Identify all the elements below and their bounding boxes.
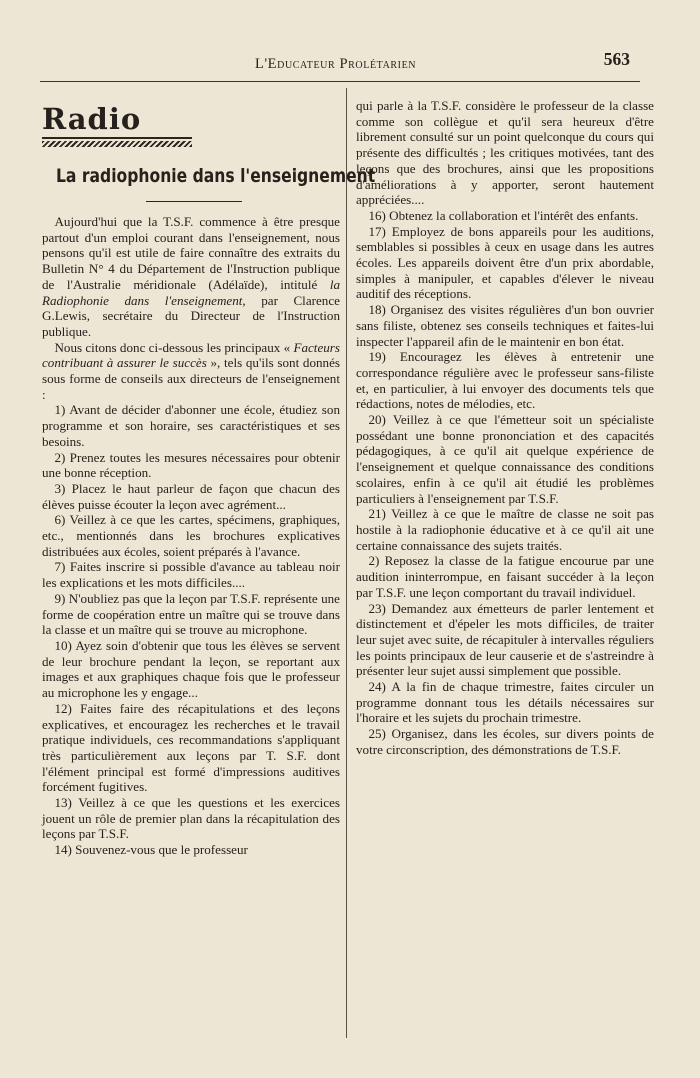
paragraph: 7) Faites inscrire si possible d'avance au tableau noir les explications et les mots difficiles.... (42, 559, 340, 591)
paragraph: 9) N'oubliez pas que la leçon par T.S.F. représente une forme de coopération entre un maître qui se trouve dans la classe et un maître qui se trouve au microphone. (42, 590, 340, 638)
paragraph: 2) Prenez toutes les mesures nécessaires pour obtenir une bonne réception. (42, 449, 340, 481)
running-title: L'Educateur Prolétarien (255, 56, 417, 72)
paragraph: 10) Ayez soin d'obtenir que tous les élèves se servent de leur brochure pendant la leçon, se reportant aux images et aux graphiques chaque fois que le professeur au microphone les y engage... (42, 637, 340, 701)
right-column (356, 98, 654, 758)
paragraph: 20) Veillez à ce que l'émetteur soit un spécialiste possédant une bonne prononciation et des capacités pédagogiques, à ce qu'il ait quelque expérience de l'enseignement et quelque connaissance des conditions scolaires, enfin à ce qu'il ait étudié les problèmes particuliers à l'enseignement par T.S.F. (356, 412, 654, 506)
paragraph: 3) Placez le haut parleur de façon que chacun des élèves puisse écouter la leçon avec agrément... (42, 480, 340, 512)
paragraph: 12) Faites faire des récapitulations et des leçons explicatives, et encouragez les recherches et le travail pratique individuels, ces recommandations s'appliquant très particulièrement aux leçons par T. S.F. dont l'élément principal est formé d'impressions auditives forcément fugitives. (42, 700, 340, 795)
paragraph: 17) Employez de bons appareils pour les auditions, semblables si possibles à ceux en usage dans les autres écoles. Les appareils doivent être d'un prix abordable, simples à manipuler, et capables d'élever le niveau auditif des réceptions. (356, 223, 654, 302)
paragraph: 18) Organisez des visites régulières d'un bon ouvrier sans filiste, obtenez ses conseils techniques et faites-lui inspecter l'appareil afin de le maintenir en bon état. (356, 302, 654, 349)
paragraph: 25) Organisez, dans les écoles, sur divers points de votre circonscription, des démonstrations de T.S.F. (356, 726, 654, 757)
paragraph: 14) Souvenez-vous que le professeur (54, 842, 248, 858)
running-header (40, 49, 640, 82)
paragraph: 16) Obtenez la collaboration et l'intérêt des enfants. (368, 207, 639, 223)
paragraph: 1) Avant de décider d'abonner une école, étudiez son programme et son horaire, ses caractéristiques et ses besoins. (42, 402, 340, 449)
paragraph: 23) Demandez aux émetteurs de parler lentement et distinctement et d'épeler les mots difficiles, de traiter leur sujet avec suite, de récapituler à intervalles réguliers les points principaux de leur causerie et de s'astreindre à présenter leur sujet aussi simplement que possible. (356, 600, 654, 679)
paragraph: 6) Veillez à ce que les cartes, spécimens, graphiques, etc., mentionnés dans les brochures explicatives distribuées aux écoles, soient préparés à l'avance. (42, 512, 340, 559)
paragraph: 24) A la fin de chaque trimestre, faites circuler un programme donnant tous les détails nécessaires sur l'horaire et les sujets du prochain trimestre. (356, 679, 654, 726)
left-column (42, 88, 376, 858)
paragraph: Aujourd'hui que la T.S.F. commence à être presque partout d'un emploi courant dans l'enseignement, nous pensons qu'il est utile de faire connaître des extraits du Bulletin N° 4 du Département de l'Instruction publique de l'Australie méridionale (Adélaïde), intitulé la Radiophonie dans l'enseignement, par Clarence G.Lewis, secrétaire du Directeur de l'Instruction publique. (42, 214, 340, 339)
left-paragraphs (42, 214, 340, 858)
title-ornament (42, 141, 192, 147)
header-rule (40, 81, 640, 82)
paragraph: 21) Veillez à ce que le maître de classe ne soit pas hostile à la radiophonie éducative et à ce qu'il ait une certaine connaissance des sujets traités. (356, 506, 654, 553)
paragraph: qui parle à la T.S.F. considère le professeur de la classe comme son collègue et qu'il sera heureux d'être librement consulté sur un point quelconque du cours qui présente des difficultés ; les critiques motivées, tant des leçons que des brochures, ainsi que les propositions d'améliorations à y apporter, seront hautement appréciées.... (356, 98, 654, 208)
column-divider (346, 88, 347, 1038)
right-paragraphs (356, 98, 654, 758)
paragraph: 2) Reposez la classe de la fatigue encourue par une audition ininterrompue, en faisant succéder à la leçon par T.S.F. une leçon comportant du travail individuel. (356, 553, 654, 600)
page-number: 563 (603, 49, 630, 69)
paragraph: 13) Veillez à ce que les questions et les exercices jouent un rôle de premier plan dans la récapitulation des leçons par T.S.F. (42, 795, 340, 842)
paragraph: Nous citons donc ci-dessous les principaux « Facteurs contribuant à assurer le succès », tels qu'ils sont donnés sous forme de conseils aux directeurs de l'enseignement : (42, 339, 340, 402)
title-underline (42, 137, 192, 139)
subtitle-rule (146, 201, 242, 202)
article-subtitle: La radiophonie dans l'enseignement (56, 165, 376, 187)
section-title: Radio (42, 102, 142, 136)
paragraph: 19) Encouragez les élèves à entretenir une correspondance régulière avec le professeur sans-filiste et, en particulier, à lui envoyer des documents tels que rédactions, notes de mélodies, etc. (356, 349, 654, 412)
